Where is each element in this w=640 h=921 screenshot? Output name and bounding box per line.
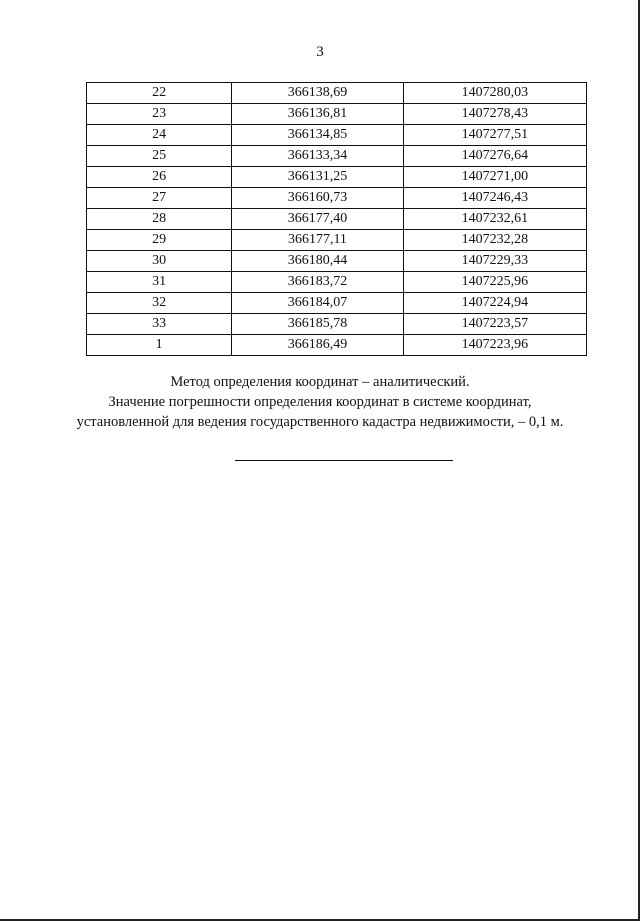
x-coordinate-cell: 366186,49 bbox=[232, 335, 403, 356]
x-coordinate-cell: 366177,40 bbox=[232, 209, 403, 230]
method-note: Метод определения координат – аналитический. bbox=[170, 374, 470, 390]
y-coordinate-cell: 1407280,03 bbox=[403, 83, 586, 104]
table-row bbox=[87, 314, 587, 335]
notes-block bbox=[0, 372, 640, 432]
y-coordinate-cell: 1407277,51 bbox=[403, 125, 586, 146]
y-coordinate-cell: 1407276,64 bbox=[403, 146, 586, 167]
x-coordinate-cell: 366185,78 bbox=[232, 314, 403, 335]
point-number-cell: 1 bbox=[87, 335, 232, 356]
x-coordinate-cell: 366177,11 bbox=[232, 230, 403, 251]
y-coordinate-cell: 1407224,94 bbox=[403, 293, 586, 314]
point-number-cell: 22 bbox=[87, 83, 232, 104]
point-number-cell: 26 bbox=[87, 167, 232, 188]
x-coordinate-cell: 366134,85 bbox=[232, 125, 403, 146]
y-coordinate-cell: 1407229,33 bbox=[403, 251, 586, 272]
signature-line bbox=[235, 460, 453, 461]
table-row bbox=[87, 104, 587, 125]
x-coordinate-cell: 366180,44 bbox=[232, 251, 403, 272]
table-row bbox=[87, 272, 587, 293]
point-number-cell: 28 bbox=[87, 209, 232, 230]
point-number-cell: 32 bbox=[87, 293, 232, 314]
point-number-cell: 29 bbox=[87, 230, 232, 251]
point-number-cell: 33 bbox=[87, 314, 232, 335]
coordinates-table bbox=[86, 82, 587, 356]
y-coordinate-cell: 1407246,43 bbox=[403, 188, 586, 209]
table-row bbox=[87, 209, 587, 230]
y-coordinate-cell: 1407223,57 bbox=[403, 314, 586, 335]
table-row bbox=[87, 167, 587, 188]
table-row bbox=[87, 146, 587, 167]
table-row bbox=[87, 188, 587, 209]
table-row bbox=[87, 230, 587, 251]
accuracy-note-line-1: Значение погрешности определения координат в системе координат, bbox=[108, 394, 532, 410]
y-coordinate-cell: 1407223,96 bbox=[403, 335, 586, 356]
table-row bbox=[87, 125, 587, 146]
x-coordinate-cell: 366136,81 bbox=[232, 104, 403, 125]
y-coordinate-cell: 1407271,00 bbox=[403, 167, 586, 188]
accuracy-note-line-2: установленной для ведения государственного кадастра недвижимости, – 0,1 м. bbox=[76, 414, 564, 430]
point-number-cell: 31 bbox=[87, 272, 232, 293]
x-coordinate-cell: 366131,25 bbox=[232, 167, 403, 188]
y-coordinate-cell: 1407232,28 bbox=[403, 230, 586, 251]
point-number-cell: 30 bbox=[87, 251, 232, 272]
x-coordinate-cell: 366184,07 bbox=[232, 293, 403, 314]
point-number-cell: 24 bbox=[87, 125, 232, 146]
point-number-cell: 25 bbox=[87, 146, 232, 167]
table-row bbox=[87, 293, 587, 314]
y-coordinate-cell: 1407225,96 bbox=[403, 272, 586, 293]
table-row bbox=[87, 335, 587, 356]
table-row bbox=[87, 251, 587, 272]
point-number-cell: 27 bbox=[87, 188, 232, 209]
x-coordinate-cell: 366160,73 bbox=[232, 188, 403, 209]
x-coordinate-cell: 366138,69 bbox=[232, 83, 403, 104]
coordinates-table-body bbox=[87, 83, 587, 356]
x-coordinate-cell: 366183,72 bbox=[232, 272, 403, 293]
x-coordinate-cell: 366133,34 bbox=[232, 146, 403, 167]
table-row bbox=[87, 83, 587, 104]
y-coordinate-cell: 1407278,43 bbox=[403, 104, 586, 125]
page-number: 3 bbox=[316, 44, 324, 60]
y-coordinate-cell: 1407232,61 bbox=[403, 209, 586, 230]
point-number-cell: 23 bbox=[87, 104, 232, 125]
